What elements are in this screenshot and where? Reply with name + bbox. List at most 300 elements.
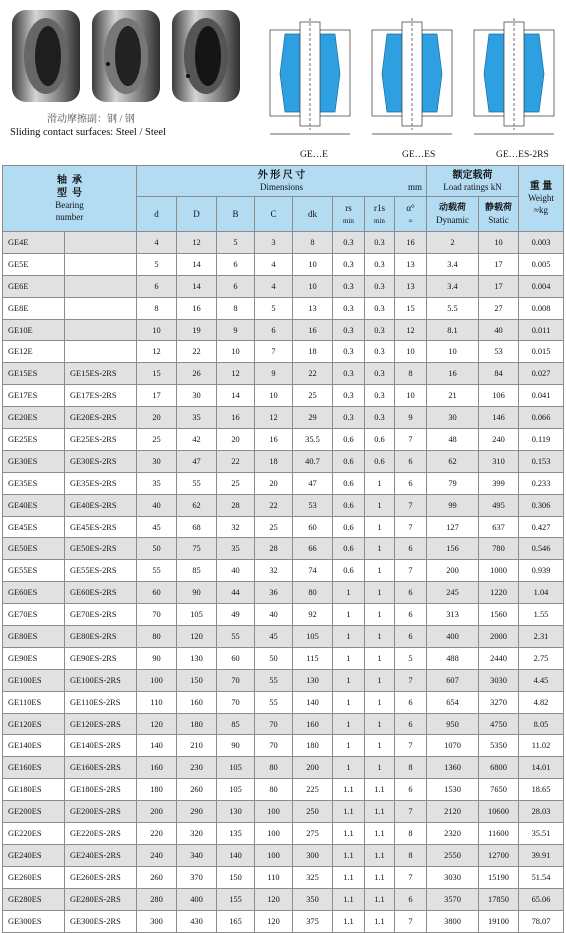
cell-bearing-number: GE35ES <box>3 472 65 494</box>
cell-D: 180 <box>177 713 217 735</box>
cell-dynamic-load: 950 <box>427 713 479 735</box>
cell-bearing-number: GE200ES <box>3 801 65 823</box>
cell-r1s: 1 <box>365 472 395 494</box>
cell-rs: 1.1 <box>333 779 365 801</box>
cell-B: 44 <box>217 582 255 604</box>
col-header-r1s-min: min <box>374 216 385 225</box>
cell-d: 10 <box>137 319 177 341</box>
cell-C: 20 <box>255 472 293 494</box>
cell-d: 50 <box>137 538 177 560</box>
cell-dynamic-load: 654 <box>427 691 479 713</box>
table-row <box>3 494 564 516</box>
table-row <box>3 757 564 779</box>
cell-dk: 160 <box>293 713 333 735</box>
diagram-label-ge-es-2rs: GE…ES-2RS <box>496 150 549 160</box>
cell-dk: 40.7 <box>293 450 333 472</box>
cell-r1s: 1 <box>365 669 395 691</box>
cell-dynamic-load: 1360 <box>427 757 479 779</box>
cell-D: 430 <box>177 910 217 932</box>
cell-weight: 0.233 <box>519 472 564 494</box>
col-header-d: d <box>137 197 177 232</box>
cell-alpha: 6 <box>395 779 427 801</box>
cell-r1s: 1.1 <box>365 910 395 932</box>
cell-d: 200 <box>137 801 177 823</box>
cell-static-load: 637 <box>479 516 519 538</box>
cell-bearing-number-2rs: GE70ES-2RS <box>65 604 137 626</box>
cell-alpha: 8 <box>395 363 427 385</box>
cell-alpha: 15 <box>395 297 427 319</box>
cell-alpha: 7 <box>395 516 427 538</box>
cell-bearing-number-2rs <box>65 341 137 363</box>
cell-C: 3 <box>255 232 293 254</box>
cell-bearing-number-2rs: GE25ES-2RS <box>65 429 137 451</box>
cell-static-load: 399 <box>479 472 519 494</box>
cell-dk: 16 <box>293 319 333 341</box>
table-row <box>3 385 564 407</box>
cell-dynamic-load: 200 <box>427 560 479 582</box>
table-row <box>3 363 564 385</box>
cell-C: 18 <box>255 450 293 472</box>
cell-D: 230 <box>177 757 217 779</box>
cell-static-load: 53 <box>479 341 519 363</box>
cell-bearing-number: GE300ES <box>3 910 65 932</box>
cell-weight: 4.45 <box>519 669 564 691</box>
cell-r1s: 1.1 <box>365 779 395 801</box>
cell-r1s: 0.3 <box>365 363 395 385</box>
table-row <box>3 429 564 451</box>
header-weight-en: Weight ≈kg <box>528 193 554 215</box>
cell-dk: 35.5 <box>293 429 333 451</box>
cell-r1s: 1.1 <box>365 823 395 845</box>
cell-static-load: 17 <box>479 253 519 275</box>
cell-bearing-number: GE4E <box>3 232 65 254</box>
cell-D: 160 <box>177 691 217 713</box>
cell-alpha: 6 <box>395 626 427 648</box>
bearing-photo-2 <box>92 10 160 102</box>
cell-B: 40 <box>217 560 255 582</box>
header-dims-unit: mm <box>407 182 422 193</box>
cell-dynamic-load: 5.5 <box>427 297 479 319</box>
cell-alpha: 6 <box>395 538 427 560</box>
cell-bearing-number: GE80ES <box>3 626 65 648</box>
cell-bearing-number: GE240ES <box>3 844 65 866</box>
table-row <box>3 538 564 560</box>
cell-B: 130 <box>217 801 255 823</box>
cell-weight: 0.427 <box>519 516 564 538</box>
cell-dynamic-load: 2 <box>427 232 479 254</box>
cell-B: 8 <box>217 297 255 319</box>
cell-D: 16 <box>177 297 217 319</box>
cell-alpha: 7 <box>395 429 427 451</box>
cell-rs: 1 <box>333 713 365 735</box>
cell-weight: 28.03 <box>519 801 564 823</box>
cell-d: 220 <box>137 823 177 845</box>
cell-D: 260 <box>177 779 217 801</box>
cell-d: 30 <box>137 450 177 472</box>
cell-weight: 14.01 <box>519 757 564 779</box>
cell-weight: 11.02 <box>519 735 564 757</box>
cell-dk: 10 <box>293 275 333 297</box>
cell-rs: 0.6 <box>333 560 365 582</box>
cell-bearing-number-2rs: GE45ES-2RS <box>65 516 137 538</box>
table-row <box>3 888 564 910</box>
cell-B: 90 <box>217 735 255 757</box>
col-header-static-cn: 静载荷 <box>484 202 512 213</box>
cell-bearing-number-2rs: GE15ES-2RS <box>65 363 137 385</box>
cell-bearing-number-2rs: GE200ES-2RS <box>65 801 137 823</box>
cell-r1s: 1 <box>365 626 395 648</box>
cell-static-load: 12700 <box>479 844 519 866</box>
cell-alpha: 7 <box>395 560 427 582</box>
cell-bearing-number-2rs: GE160ES-2RS <box>65 757 137 779</box>
cell-dk: 300 <box>293 844 333 866</box>
cell-bearing-number-2rs <box>65 319 137 341</box>
cell-static-load: 84 <box>479 363 519 385</box>
cell-d: 40 <box>137 494 177 516</box>
cell-dynamic-load: 313 <box>427 604 479 626</box>
cell-alpha: 6 <box>395 582 427 604</box>
cell-bearing-number-2rs: GE140ES-2RS <box>65 735 137 757</box>
cell-rs: 0.3 <box>333 385 365 407</box>
cell-r1s: 0.3 <box>365 232 395 254</box>
cell-d: 180 <box>137 779 177 801</box>
cell-weight: 0.027 <box>519 363 564 385</box>
cell-D: 105 <box>177 604 217 626</box>
cell-r1s: 1.1 <box>365 888 395 910</box>
cell-dk: 180 <box>293 735 333 757</box>
cell-d: 140 <box>137 735 177 757</box>
cell-dk: 47 <box>293 472 333 494</box>
header-type-cn: 轴 承 型 号 <box>57 174 82 199</box>
cell-static-load: 1560 <box>479 604 519 626</box>
cell-D: 14 <box>177 253 217 275</box>
cell-D: 30 <box>177 385 217 407</box>
cell-B: 140 <box>217 844 255 866</box>
table-row <box>3 910 564 932</box>
cell-dynamic-load: 607 <box>427 669 479 691</box>
cell-weight: 65.06 <box>519 888 564 910</box>
cell-static-load: 3030 <box>479 669 519 691</box>
cell-D: 90 <box>177 582 217 604</box>
table-row <box>3 319 564 341</box>
header-type-en: Bearing number <box>55 199 84 222</box>
cell-bearing-number: GE25ES <box>3 429 65 451</box>
bearing-photo-3 <box>172 10 240 102</box>
cell-static-load: 1220 <box>479 582 519 604</box>
cell-r1s: 1 <box>365 691 395 713</box>
cell-r1s: 1 <box>365 735 395 757</box>
cell-B: 105 <box>217 757 255 779</box>
cell-C: 32 <box>255 560 293 582</box>
cell-dynamic-load: 2550 <box>427 844 479 866</box>
cell-B: 20 <box>217 429 255 451</box>
cell-dynamic-load: 79 <box>427 472 479 494</box>
cell-d: 260 <box>137 866 177 888</box>
table-row <box>3 450 564 472</box>
cell-bearing-number: GE55ES <box>3 560 65 582</box>
cell-dynamic-load: 16 <box>427 363 479 385</box>
cell-B: 135 <box>217 823 255 845</box>
cell-alpha: 7 <box>395 910 427 932</box>
cross-section-diagram-ge-es <box>372 18 452 134</box>
col-header-alpha: α° <box>406 203 415 214</box>
cell-r1s: 1 <box>365 560 395 582</box>
cell-weight: 2.75 <box>519 647 564 669</box>
col-header-r1s: r1s <box>374 203 385 214</box>
cell-r1s: 1.1 <box>365 844 395 866</box>
cell-bearing-number: GE15ES <box>3 363 65 385</box>
cell-dynamic-load: 30 <box>427 407 479 429</box>
cell-bearing-number-2rs: GE60ES-2RS <box>65 582 137 604</box>
cell-C: 100 <box>255 823 293 845</box>
cell-weight: 0.005 <box>519 253 564 275</box>
table-row <box>3 801 564 823</box>
cell-r1s: 0.3 <box>365 319 395 341</box>
cell-bearing-number: GE70ES <box>3 604 65 626</box>
cell-rs: 0.6 <box>333 538 365 560</box>
cell-B: 60 <box>217 647 255 669</box>
cell-bearing-number-2rs <box>65 253 137 275</box>
cell-d: 110 <box>137 691 177 713</box>
cell-C: 70 <box>255 735 293 757</box>
col-header-alpha-approx: ≈ <box>408 216 413 225</box>
cell-weight: 8.05 <box>519 713 564 735</box>
cell-dk: 375 <box>293 910 333 932</box>
cell-d: 100 <box>137 669 177 691</box>
cell-dk: 22 <box>293 363 333 385</box>
cell-weight: 1.55 <box>519 604 564 626</box>
cell-bearing-number: GE10E <box>3 319 65 341</box>
cell-C: 80 <box>255 757 293 779</box>
cell-r1s: 0.3 <box>365 253 395 275</box>
cell-B: 25 <box>217 472 255 494</box>
cell-D: 22 <box>177 341 217 363</box>
cell-rs: 1 <box>333 735 365 757</box>
cell-dk: 60 <box>293 516 333 538</box>
cell-D: 47 <box>177 450 217 472</box>
cell-alpha: 7 <box>395 866 427 888</box>
cell-weight: 35.51 <box>519 823 564 845</box>
cell-dk: 105 <box>293 626 333 648</box>
cell-static-load: 5350 <box>479 735 519 757</box>
cell-bearing-number: GE260ES <box>3 866 65 888</box>
col-header-D: D <box>177 197 217 232</box>
cell-C: 50 <box>255 647 293 669</box>
cell-d: 25 <box>137 429 177 451</box>
cell-dynamic-load: 62 <box>427 450 479 472</box>
cell-dk: 140 <box>293 691 333 713</box>
cell-alpha: 6 <box>395 713 427 735</box>
cell-bearing-number: GE50ES <box>3 538 65 560</box>
cell-weight: 0.015 <box>519 341 564 363</box>
cell-rs: 0.3 <box>333 407 365 429</box>
cell-B: 85 <box>217 713 255 735</box>
cell-bearing-number-2rs: GE240ES-2RS <box>65 844 137 866</box>
table-body <box>3 232 564 933</box>
cell-bearing-number: GE20ES <box>3 407 65 429</box>
table-row <box>3 844 564 866</box>
cell-rs: 1.1 <box>333 888 365 910</box>
table-row <box>3 604 564 626</box>
table-row <box>3 297 564 319</box>
cell-alpha: 6 <box>395 888 427 910</box>
cell-d: 8 <box>137 297 177 319</box>
header-area <box>0 0 566 166</box>
table-row <box>3 472 564 494</box>
cell-bearing-number: GE160ES <box>3 757 65 779</box>
cell-bearing-number: GE30ES <box>3 450 65 472</box>
cell-dk: 66 <box>293 538 333 560</box>
cell-dynamic-load: 488 <box>427 647 479 669</box>
cell-alpha: 7 <box>395 801 427 823</box>
cell-bearing-number: GE17ES <box>3 385 65 407</box>
cell-dynamic-load: 10 <box>427 341 479 363</box>
cell-bearing-number-2rs: GE20ES-2RS <box>65 407 137 429</box>
cell-rs: 0.6 <box>333 450 365 472</box>
cell-r1s: 1 <box>365 538 395 560</box>
cell-static-load: 2000 <box>479 626 519 648</box>
cell-static-load: 6800 <box>479 757 519 779</box>
cell-C: 55 <box>255 691 293 713</box>
cell-r1s: 0.6 <box>365 429 395 451</box>
cell-rs: 0.6 <box>333 494 365 516</box>
cell-bearing-number-2rs: GE260ES-2RS <box>65 866 137 888</box>
cell-dynamic-load: 2320 <box>427 823 479 845</box>
cell-static-load: 1000 <box>479 560 519 582</box>
cell-B: 105 <box>217 779 255 801</box>
cell-C: 100 <box>255 801 293 823</box>
cell-bearing-number-2rs: GE120ES-2RS <box>65 713 137 735</box>
cell-d: 12 <box>137 341 177 363</box>
cell-dynamic-load: 156 <box>427 538 479 560</box>
cell-dk: 53 <box>293 494 333 516</box>
cell-dk: 13 <box>293 297 333 319</box>
cell-C: 100 <box>255 844 293 866</box>
cell-d: 300 <box>137 910 177 932</box>
cell-dk: 74 <box>293 560 333 582</box>
cell-bearing-number: GE40ES <box>3 494 65 516</box>
cell-weight: 0.041 <box>519 385 564 407</box>
table-row <box>3 713 564 735</box>
cell-static-load: 4750 <box>479 713 519 735</box>
cell-r1s: 1.1 <box>365 801 395 823</box>
cell-d: 15 <box>137 363 177 385</box>
cell-D: 14 <box>177 275 217 297</box>
cell-B: 5 <box>217 232 255 254</box>
cell-static-load: 17 <box>479 275 519 297</box>
cell-static-load: 146 <box>479 407 519 429</box>
cell-weight: 0.008 <box>519 297 564 319</box>
cell-dynamic-load: 99 <box>427 494 479 516</box>
cell-D: 68 <box>177 516 217 538</box>
cell-bearing-number: GE5E <box>3 253 65 275</box>
cell-r1s: 0.6 <box>365 450 395 472</box>
cell-alpha: 7 <box>395 494 427 516</box>
cell-r1s: 0.3 <box>365 385 395 407</box>
cell-rs: 1.1 <box>333 823 365 845</box>
cell-C: 16 <box>255 429 293 451</box>
col-header-dynamic-cn: 动载荷 <box>438 202 466 213</box>
cell-bearing-number: GE140ES <box>3 735 65 757</box>
cell-rs: 0.6 <box>333 429 365 451</box>
cell-rs: 1 <box>333 691 365 713</box>
caption-cn: 滑动摩擦副：钢 / 钢 <box>47 114 135 125</box>
cell-dynamic-load: 2120 <box>427 801 479 823</box>
cell-r1s: 1.1 <box>365 866 395 888</box>
cell-alpha: 13 <box>395 253 427 275</box>
cross-section-diagram-ge-e <box>270 18 350 134</box>
cell-alpha: 8 <box>395 757 427 779</box>
cell-dynamic-load: 48 <box>427 429 479 451</box>
header-load-cn: 额定载荷 <box>452 169 493 181</box>
cell-dynamic-load: 8.1 <box>427 319 479 341</box>
cell-alpha: 10 <box>395 385 427 407</box>
cell-alpha: 6 <box>395 691 427 713</box>
cell-C: 80 <box>255 779 293 801</box>
cell-d: 120 <box>137 713 177 735</box>
cell-rs: 1 <box>333 626 365 648</box>
cell-C: 40 <box>255 604 293 626</box>
cell-weight: 51.54 <box>519 866 564 888</box>
cell-static-load: 240 <box>479 429 519 451</box>
cell-bearing-number: GE120ES <box>3 713 65 735</box>
cell-C: 110 <box>255 866 293 888</box>
cell-bearing-number: GE60ES <box>3 582 65 604</box>
col-header-rs: rs <box>345 203 352 214</box>
cell-C: 70 <box>255 713 293 735</box>
cell-weight: 18.65 <box>519 779 564 801</box>
cell-rs: 1 <box>333 669 365 691</box>
table-row <box>3 626 564 648</box>
cell-D: 12 <box>177 232 217 254</box>
cell-D: 62 <box>177 494 217 516</box>
cell-alpha: 12 <box>395 319 427 341</box>
cell-bearing-number-2rs: GE90ES-2RS <box>65 647 137 669</box>
cell-C: 25 <box>255 516 293 538</box>
cell-static-load: 7650 <box>479 779 519 801</box>
cell-D: 26 <box>177 363 217 385</box>
cell-rs: 1 <box>333 757 365 779</box>
cell-D: 42 <box>177 429 217 451</box>
cell-dk: 8 <box>293 232 333 254</box>
cell-r1s: 1 <box>365 713 395 735</box>
table-row <box>3 779 564 801</box>
cell-C: 45 <box>255 626 293 648</box>
header-weight-cn: 重 量 <box>529 181 553 193</box>
cell-C: 4 <box>255 275 293 297</box>
cell-rs: 1 <box>333 604 365 626</box>
header-dims-en: Dimensions <box>259 181 303 192</box>
cell-C: 22 <box>255 494 293 516</box>
cell-d: 60 <box>137 582 177 604</box>
cell-bearing-number: GE180ES <box>3 779 65 801</box>
cell-bearing-number-2rs: GE100ES-2RS <box>65 669 137 691</box>
cell-alpha: 5 <box>395 647 427 669</box>
cell-rs: 1 <box>333 647 365 669</box>
cell-weight: 0.153 <box>519 450 564 472</box>
col-header-static-en: Static <box>488 215 509 225</box>
cell-r1s: 1 <box>365 757 395 779</box>
cell-dk: 92 <box>293 604 333 626</box>
cell-static-load: 11600 <box>479 823 519 845</box>
cell-C: 7 <box>255 341 293 363</box>
header-dims-cn: 外 形 尺 寸 <box>257 169 306 181</box>
cell-C: 12 <box>255 407 293 429</box>
cell-d: 80 <box>137 626 177 648</box>
cell-B: 22 <box>217 450 255 472</box>
cell-dynamic-load: 3030 <box>427 866 479 888</box>
cell-d: 70 <box>137 604 177 626</box>
